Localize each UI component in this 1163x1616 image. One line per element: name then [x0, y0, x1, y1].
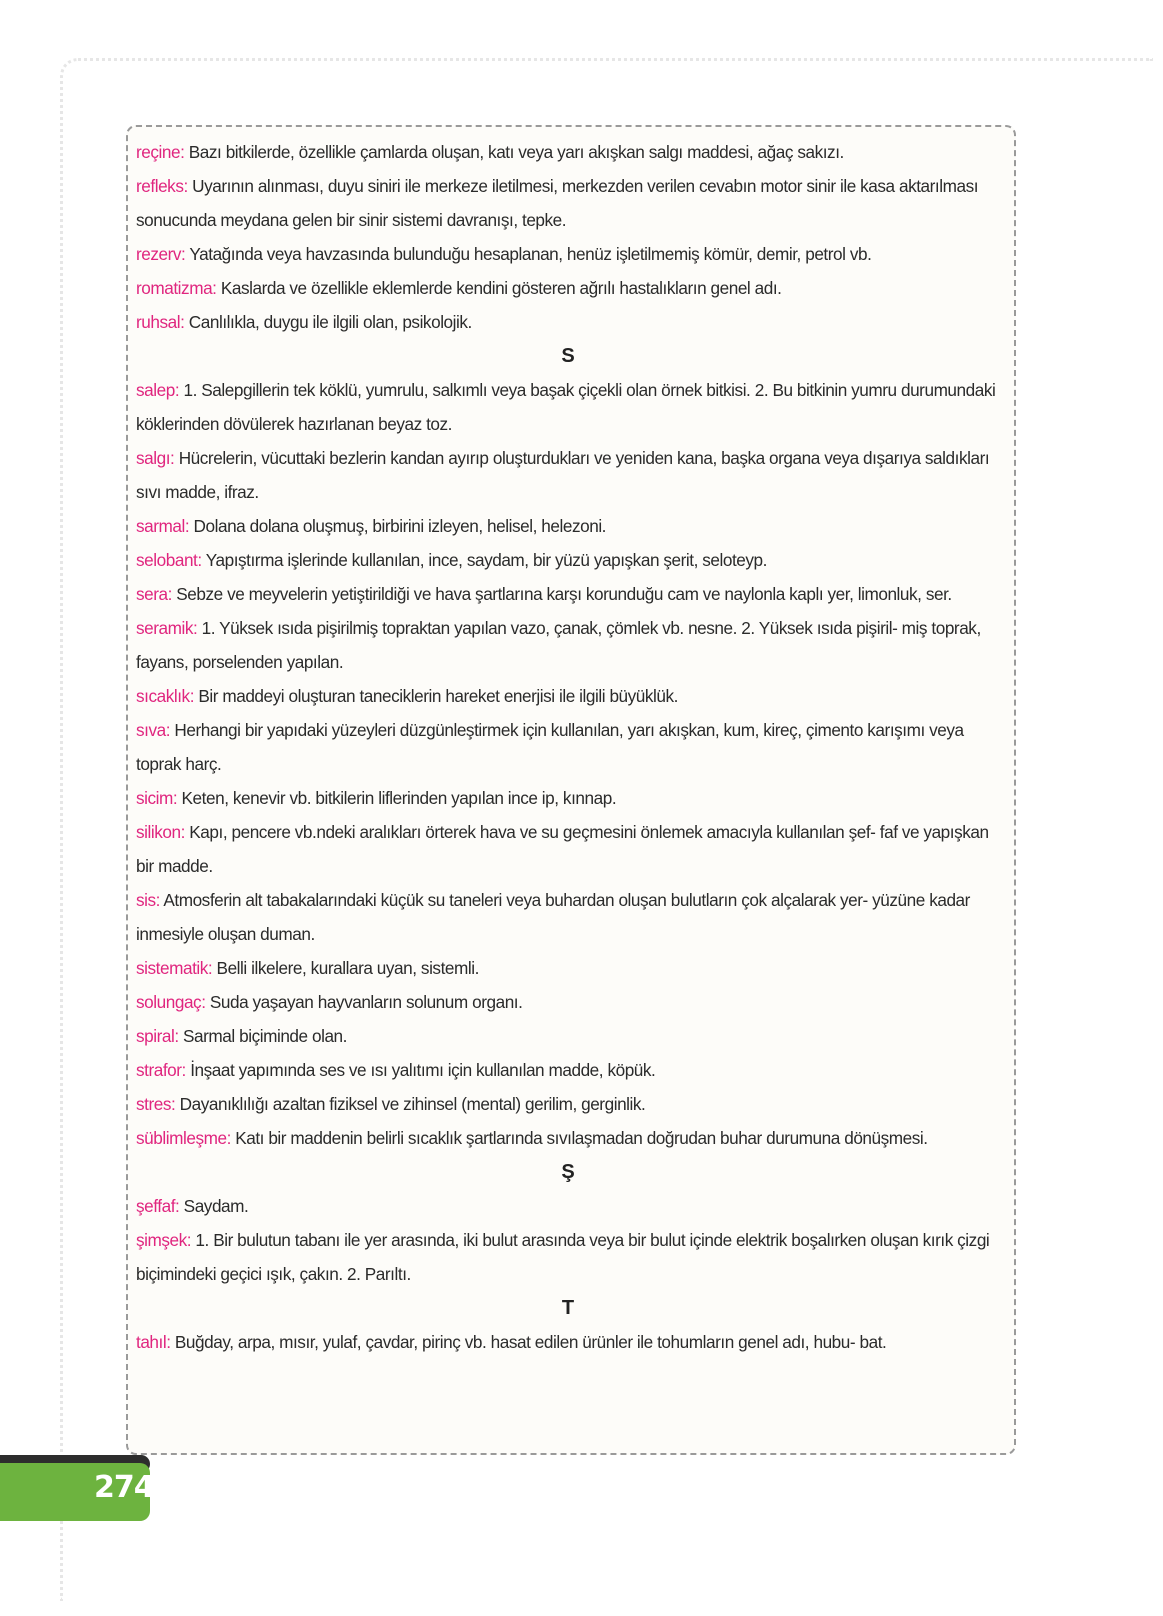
- glossary-entry: [136, 1325, 1000, 1359]
- glossary-entry: [136, 815, 1000, 883]
- glossary-entry: [136, 883, 1000, 951]
- glossary-definition: Sarmal biçiminde olan.: [178, 1026, 347, 1046]
- glossary-term: sistematik:: [136, 958, 213, 978]
- glossary-term: strafor:: [136, 1060, 186, 1080]
- glossary-definition: Keten, kenevir vb. bitkilerin liflerinden yapılan ince ip, kınnap.: [177, 788, 617, 808]
- glossary-term: seramik:: [136, 618, 198, 638]
- glossary-term: şeffaf:: [136, 1196, 180, 1216]
- glossary-term: salep:: [136, 380, 180, 400]
- glossary-entry: [136, 271, 1000, 305]
- glossary-definition: Katı bir maddenin belirli sıcaklık şartlarında sıvılaşmadan doğrudan buhar durumuna dönüşmesi.: [230, 1128, 928, 1148]
- glossary-definition: Saydam.: [179, 1196, 249, 1216]
- glossary-term: tahıl:: [136, 1332, 171, 1352]
- page-number: 274: [94, 1470, 154, 1505]
- glossary-term: solungaç:: [136, 992, 206, 1012]
- glossary-term: sıcaklık:: [136, 686, 195, 706]
- glossary-entry: [136, 1189, 1000, 1223]
- glossary-term: sera:: [136, 584, 172, 604]
- glossary-entry: [136, 1223, 1000, 1291]
- glossary-definition: Kaslarda ve özellikle eklemlerde kendini gösteren ağrılı hastalıkların genel adı.: [216, 278, 782, 298]
- letter-heading: T: [561, 1297, 575, 1319]
- glossary-definition: Dolana dolana oluşmuş, birbirini izleyen, helisel, helezoni.: [189, 516, 607, 536]
- glossary-entry: [136, 237, 1000, 271]
- glossary-definition: Belli ilkelere, kurallara uyan, sistemli.: [212, 958, 479, 978]
- glossary-term: refleks:: [136, 176, 188, 196]
- glossary-term: silikon:: [136, 822, 185, 842]
- glossary-entry: [136, 543, 1000, 577]
- glossary-term: salgı:: [136, 448, 175, 468]
- glossary-entry: [136, 169, 1000, 237]
- glossary-definition: 1. Yüksek ısıda pişirilmiş topraktan yapılan vazo, çanak, çömlek vb. nesne. 2. Yüksek ısıda pişiril- miş toprak, fayans, porselenden yapılan.: [136, 618, 981, 672]
- glossary-term: rezerv:: [136, 244, 186, 264]
- letter-heading: S: [561, 345, 575, 367]
- glossary-term: spiral:: [136, 1026, 179, 1046]
- glossary-term: stres:: [136, 1094, 176, 1114]
- glossary-term: ruhsal:: [136, 312, 185, 332]
- glossary-term: süblimleşme:: [136, 1128, 231, 1148]
- glossary-box: [126, 125, 1016, 1455]
- glossary-definition: Atmosferin alt tabakalarındaki küçük su taneleri veya buhardan oluşan bulutların çok alçalarak yer- yüzüne kadar inmesiyle oluşan duman.: [136, 890, 970, 944]
- glossary-entry: [136, 713, 1000, 781]
- glossary-definition: Uyarının alınması, duyu siniri ile merkeze iletilmesi, merkezden verilen cevabın motor sinir ile kasa aktarılması sonucunda meydana gelen bir sinir sistemi davranışı, tepke.: [136, 176, 979, 230]
- glossary-term: şimşek:: [136, 1230, 192, 1250]
- glossary-definition: İnşaat yapımında ses ve ısı yalıtımı için kullanılan madde, köpük.: [185, 1060, 656, 1080]
- glossary-entry: [136, 1053, 1000, 1087]
- glossary-entry: [136, 679, 1000, 713]
- glossary-term: sis:: [136, 890, 160, 910]
- letter-heading: Ş: [561, 1161, 575, 1183]
- glossary-definition: Canlılıkla, duygu ile ilgili olan, psikolojik.: [184, 312, 472, 332]
- glossary-entry: [136, 951, 1000, 985]
- glossary-entry: [136, 1121, 1000, 1155]
- glossary-term: romatizma:: [136, 278, 217, 298]
- glossary-definition: Yatağında veya havzasında bulunduğu hesaplanan, henüz işletilmemiş kömür, demir, petrol vb.: [185, 244, 872, 264]
- glossary-entry: [136, 1019, 1000, 1053]
- glossary-definition: Suda yaşayan hayvanların solunum organı.: [205, 992, 523, 1012]
- glossary-definition: Yapıştırma işlerinde kullanılan, ince, saydam, bir yüzü yapışkan şerit, seloteyp.: [201, 550, 767, 570]
- glossary-definition: Kapı, pencere vb.ndeki aralıkları örterek hava ve su geçmesini önlemek amacıyla kullanılan şef- faf ve yapışkan bir madde.: [136, 822, 989, 876]
- glossary-definition: Bazı bitkilerde, özellikle çamlarda oluşan, katı veya yarı akışkan salgı maddesi, ağaç sakızı.: [184, 142, 844, 162]
- glossary-definition: Sebze ve meyvelerin yetiştirildiği ve hava şartlarına karşı korunduğu cam ve naylonla kaplı yer, limonluk, ser.: [171, 584, 952, 604]
- glossary-definition: 1. Bir bulutun tabanı ile yer arasında, iki bulut arasında veya bir bulut içinde elektrik boşalırken oluşan kırık çizgi biçimindeki geçici ışık, çakın. 2. Parıltı.: [136, 1230, 990, 1284]
- glossary-term: reçine:: [136, 142, 185, 162]
- glossary-definition: Dayanıklılığı azaltan fiziksel ve zihinsel (mental) gerilim, gerginlik.: [175, 1094, 646, 1114]
- glossary-entry: [136, 509, 1000, 543]
- glossary-entry: [136, 441, 1000, 509]
- glossary-term: sarmal:: [136, 516, 190, 536]
- glossary-term: selobant:: [136, 550, 202, 570]
- glossary-entry: [136, 781, 1000, 815]
- glossary-definition: Herhangi bir yapıdaki yüzeyleri düzgünleştirmek için kullanılan, yarı akışkan, kum, kireç, çimento karışımı veya toprak harç.: [136, 720, 964, 774]
- glossary-definition: 1. Salepgillerin tek köklü, yumrulu, salkımlı veya başak çiçekli olan örnek bitkisi. 2. Bu bitkinin yumru durumundaki köklerinden dövülerek hazırlanan beyaz toz.: [136, 380, 996, 434]
- glossary-definition: Bir maddeyi oluşturan taneciklerin hareket enerjisi ile ilgili büyüklük.: [194, 686, 679, 706]
- glossary-entry: [136, 985, 1000, 1019]
- glossary-entry: [136, 1087, 1000, 1121]
- glossary-entry: [136, 135, 1000, 169]
- glossary-entry: [136, 305, 1000, 339]
- glossary-definition: Buğday, arpa, mısır, yulaf, çavdar, pirinç vb. hasat edilen ürünler ile tohumların genel adı, hubu- bat.: [170, 1332, 887, 1352]
- glossary-entry: [136, 373, 1000, 441]
- glossary-entry: [136, 611, 1000, 679]
- glossary-entry: [136, 577, 1000, 611]
- glossary-term: sicim:: [136, 788, 178, 808]
- glossary-term: sıva:: [136, 720, 171, 740]
- glossary-definition: Hücrelerin, vücuttaki bezlerin kandan ayırıp oluşturdukları ve yeniden kana, başka organa veya dışarıya saldıkları sıvı madde, ifraz.: [136, 448, 990, 502]
